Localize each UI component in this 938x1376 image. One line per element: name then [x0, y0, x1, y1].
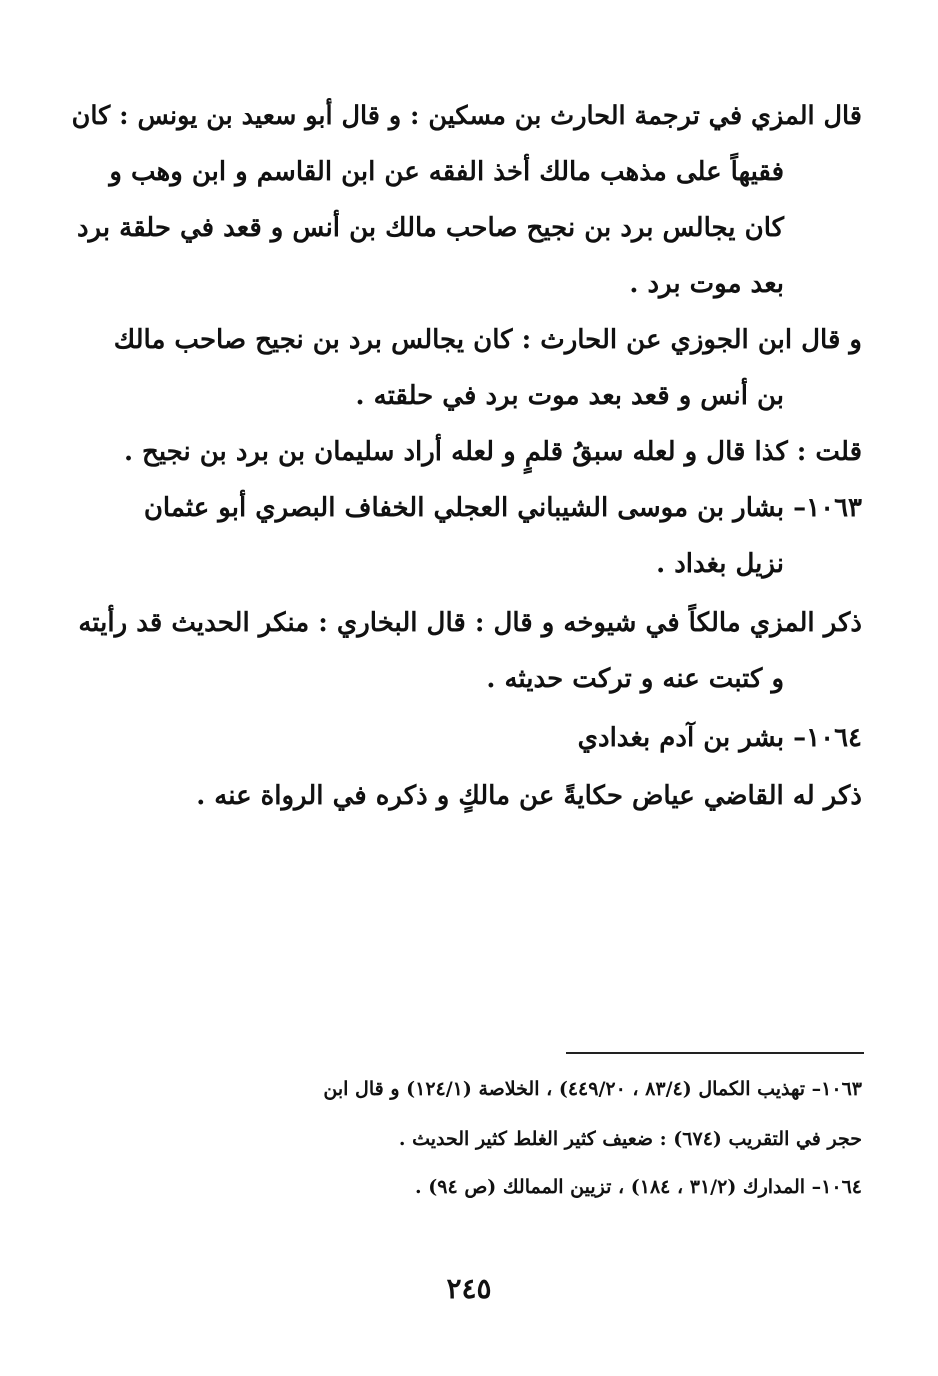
footnote-1063-line1: ١٠٦٣– تهذيب الكمال (٨٣/٤ ، ٤٤٩/٢٠) ، الخلاصة (١٢٤/١) و قال ابن	[323, 1078, 862, 1100]
footnote-1063-line2: حجر في التقريب (٦٧٤) : ضعيف كثير الغلط كثير الحديث .	[398, 1128, 862, 1150]
para1-line4: بعد موت برد .	[629, 269, 784, 299]
page-number: ٢٤٥	[446, 1272, 492, 1305]
para2-line1: و قال ابن الجوزي عن الحارث : كان يجالس برد بن نجيح صاحب مالك	[113, 325, 862, 355]
para4-line1: ذكر المزي مالكاً في شيوخه و قال : قال البخاري : منكر الحديث قد رأيته	[78, 608, 862, 638]
para5-line1: ذكر له القاضي عياض حكايةً عن مالكٍ و ذكره في الرواة عنه .	[196, 781, 862, 811]
entry-1063-heading: ١٠٦٣– بشار بن موسى الشيباني العجلي الخفاف البصري أبو عثمان	[143, 493, 862, 523]
entry-1063-line2: نزيل بغداد .	[656, 549, 784, 579]
para1-line2: فقيهاً على مذهب مالك أخذ الفقه عن ابن القاسم و ابن وهب و	[109, 157, 784, 187]
para4-line2: و كتبت عنه و تركت حديثه .	[486, 664, 784, 694]
footnote-1064: ١٠٦٤– المدارك (٣١/٢ ، ١٨٤) ، تزيين الممالك (ص ٩٤) .	[415, 1176, 862, 1198]
para3-line1: قلت : كذا قال و لعله سبقُ قلمٍ و لعله أراد سليمان بن برد بن نجيح .	[123, 437, 862, 467]
para2-line2: بن أنس و قعد بعد موت برد في حلقته .	[355, 381, 784, 411]
footnote-divider	[566, 1052, 864, 1054]
entry-1064-heading: ١٠٦٤– بشر بن آدم بغدادي	[577, 723, 862, 753]
para1-line3: كان يجالس برد بن نجيح صاحب مالك بن أنس و قعد في حلقة برد	[76, 213, 784, 243]
para1-line1: قال المزي في ترجمة الحارث بن مسكين : و قال أبو سعيد بن يونس : كان	[71, 101, 862, 131]
